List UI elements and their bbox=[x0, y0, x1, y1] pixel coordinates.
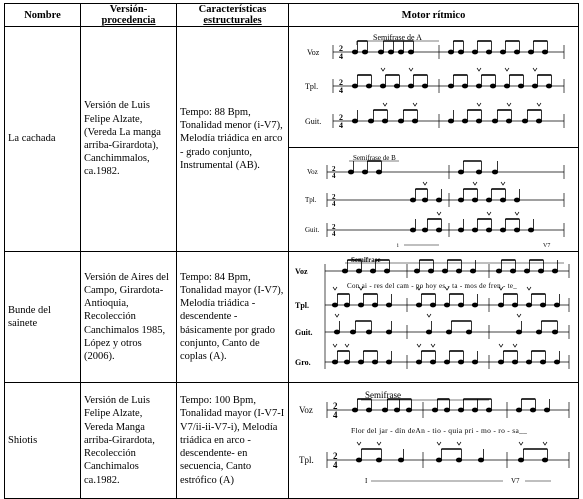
phrase-label: Semifrase bbox=[351, 256, 381, 264]
time-sig-top: 2 bbox=[333, 451, 338, 461]
accent-mark bbox=[477, 68, 481, 71]
accent-mark bbox=[513, 344, 517, 347]
accent-mark bbox=[377, 442, 381, 445]
note-head bbox=[490, 84, 495, 88]
accent-mark bbox=[499, 344, 503, 347]
note-head bbox=[486, 408, 491, 412]
note-head bbox=[356, 269, 361, 273]
time-sig-bottom: 4 bbox=[333, 410, 338, 420]
note-head bbox=[546, 84, 551, 88]
time-sig-bottom: 4 bbox=[339, 86, 343, 95]
note-head bbox=[444, 408, 449, 412]
lyrics: Con ai - res del cam - po hoy es - ta - mos de fren - te_ bbox=[347, 282, 518, 290]
note-head bbox=[518, 458, 523, 462]
note-head bbox=[410, 228, 415, 232]
row-motor-ritmico bbox=[289, 252, 579, 383]
staff-label: Guit. bbox=[295, 328, 313, 337]
note-head bbox=[386, 330, 391, 334]
accent-mark bbox=[515, 212, 519, 215]
note-head bbox=[352, 84, 357, 88]
note-head bbox=[458, 228, 463, 232]
note-head bbox=[416, 303, 421, 307]
note-head bbox=[458, 360, 463, 364]
accent-mark bbox=[383, 103, 387, 106]
note-head bbox=[540, 303, 545, 307]
note-head bbox=[542, 50, 547, 54]
note-head bbox=[456, 458, 461, 462]
note-head bbox=[408, 84, 413, 88]
time-sig-bottom: 4 bbox=[332, 230, 336, 238]
note-head bbox=[552, 269, 557, 273]
time-sig-top: 2 bbox=[332, 165, 336, 173]
note-head bbox=[428, 269, 433, 273]
note-head bbox=[476, 170, 481, 174]
time-sig-bottom: 4 bbox=[332, 200, 336, 208]
note-head bbox=[496, 269, 501, 273]
header-motor: Motor rítmico bbox=[289, 4, 579, 27]
note-head bbox=[544, 408, 549, 412]
note-head bbox=[500, 228, 505, 232]
accent-mark bbox=[345, 344, 349, 347]
note-head bbox=[408, 50, 413, 54]
staff-label: Voz bbox=[295, 267, 308, 276]
row-nombre: La cachada bbox=[5, 27, 81, 252]
accent-mark bbox=[413, 103, 417, 106]
note-head bbox=[510, 269, 515, 273]
note-head bbox=[554, 360, 559, 364]
note-head bbox=[436, 458, 441, 462]
note-head bbox=[512, 303, 517, 307]
note-head bbox=[448, 119, 453, 123]
header-version bbox=[81, 4, 177, 27]
note-head bbox=[352, 50, 357, 54]
time-sig-top: 2 bbox=[339, 44, 343, 53]
note-head bbox=[516, 330, 521, 334]
header-caracteristicas bbox=[177, 4, 289, 27]
accent-mark bbox=[473, 182, 477, 185]
note-head bbox=[358, 303, 363, 307]
note-head bbox=[458, 170, 463, 174]
row-caracteristicas: Tempo: 84 Bpm, Tonalidad mayor (I-V7), Melodía triádica - descendente - básicamente por grado conjunto, Canto de coplas (A). bbox=[177, 252, 289, 383]
accent-mark bbox=[537, 103, 541, 106]
accent-mark bbox=[519, 442, 523, 445]
accent-mark bbox=[333, 287, 337, 290]
table-row bbox=[5, 383, 579, 499]
note-head bbox=[372, 360, 377, 364]
accent-mark bbox=[423, 182, 427, 185]
note-head bbox=[514, 198, 519, 202]
score-svg-b bbox=[289, 148, 579, 251]
note-head bbox=[436, 198, 441, 202]
staff-label: Voz bbox=[299, 405, 313, 415]
note-head bbox=[410, 198, 415, 202]
note-head bbox=[386, 303, 391, 307]
note-head bbox=[524, 269, 529, 273]
staff-label: Tpl. bbox=[295, 301, 310, 310]
note-head bbox=[406, 408, 411, 412]
note-head bbox=[500, 50, 505, 54]
note-head bbox=[472, 198, 477, 202]
note-head bbox=[472, 50, 477, 54]
note-head bbox=[458, 50, 463, 54]
lyrics: Flor del jar - dín deAn - tio - quia pri - mo - ro - sa__ bbox=[351, 426, 528, 435]
accent-mark bbox=[333, 344, 337, 347]
note-head bbox=[384, 269, 389, 273]
phrase-label: Semifrase de A bbox=[373, 33, 422, 42]
header-version-line1: Versión- bbox=[109, 4, 148, 15]
staff-label: Tpl. bbox=[305, 196, 317, 204]
note-head bbox=[466, 330, 471, 334]
staff-label: Tpl. bbox=[305, 82, 319, 91]
harmony-label: I bbox=[365, 477, 368, 485]
staff-label: Voz bbox=[307, 168, 318, 176]
row-version: Versión de Aires del Campo, Girardota-Antioquia, Recolección Canchimalos 1985, López y otros (2006). bbox=[81, 252, 177, 383]
note-head bbox=[530, 408, 535, 412]
row-caracteristicas: Tempo: 88 Bpm, Tonalidad menor (i-V7), Melodía triádica en arco - grado conjunto, Instrumental (AB). bbox=[177, 27, 289, 252]
staff-label: Guit. bbox=[305, 226, 320, 234]
note-head bbox=[332, 303, 337, 307]
time-sig-bottom: 4 bbox=[339, 52, 343, 61]
row-motor-ritmico bbox=[289, 27, 579, 252]
note-head bbox=[430, 303, 435, 307]
note-head bbox=[358, 360, 363, 364]
row-nombre: Bunde del sainete bbox=[5, 252, 81, 383]
note-head bbox=[512, 360, 517, 364]
note-head bbox=[476, 84, 481, 88]
note-head bbox=[486, 198, 491, 202]
note-head bbox=[458, 198, 463, 202]
note-head bbox=[386, 360, 391, 364]
note-head bbox=[398, 119, 403, 123]
accent-mark bbox=[427, 314, 431, 317]
time-sig-top: 2 bbox=[339, 113, 343, 122]
note-head bbox=[462, 119, 467, 123]
note-head bbox=[486, 228, 491, 232]
harmony-label: V7 bbox=[543, 243, 551, 249]
note-head bbox=[446, 330, 451, 334]
row-motor-ritmico bbox=[289, 383, 579, 499]
note-head bbox=[344, 360, 349, 364]
note-head bbox=[436, 228, 441, 232]
accent-mark bbox=[527, 287, 531, 290]
note-head bbox=[516, 408, 521, 412]
staff-label: Tpl. bbox=[299, 455, 314, 465]
note-head bbox=[506, 119, 511, 123]
note-head bbox=[394, 84, 399, 88]
accent-mark bbox=[477, 103, 481, 106]
accent-mark bbox=[505, 68, 509, 71]
note-head bbox=[332, 360, 337, 364]
note-head bbox=[518, 84, 523, 88]
table-row bbox=[5, 252, 579, 383]
score-svg-a bbox=[289, 27, 579, 147]
time-sig-top: 2 bbox=[332, 193, 336, 201]
accent-mark bbox=[335, 314, 339, 317]
note-head bbox=[422, 84, 427, 88]
note-head bbox=[398, 458, 403, 462]
row-nombre: Shiotis bbox=[5, 383, 81, 499]
note-head bbox=[350, 330, 355, 334]
note-head bbox=[414, 269, 419, 273]
note-head bbox=[426, 330, 431, 334]
note-head bbox=[352, 119, 357, 123]
note-head bbox=[362, 50, 367, 54]
note-head bbox=[492, 170, 497, 174]
note-head bbox=[376, 458, 381, 462]
accent-mark bbox=[507, 103, 511, 106]
time-sig-top: 2 bbox=[332, 223, 336, 231]
accent-mark bbox=[381, 68, 385, 71]
phrase-label: Semifrase de B bbox=[353, 154, 396, 162]
note-head bbox=[380, 84, 385, 88]
note-head bbox=[504, 84, 509, 88]
note-head bbox=[372, 303, 377, 307]
note-head bbox=[382, 119, 387, 123]
time-sig-bottom: 4 bbox=[333, 460, 338, 470]
note-head bbox=[522, 119, 527, 123]
note-head bbox=[444, 303, 449, 307]
note-head bbox=[444, 360, 449, 364]
note-head bbox=[378, 50, 383, 54]
accent-mark bbox=[431, 344, 435, 347]
note-head bbox=[514, 228, 519, 232]
note-head bbox=[554, 303, 559, 307]
note-head bbox=[368, 119, 373, 123]
time-sig-top: 2 bbox=[333, 401, 338, 411]
score-la-cachada-b bbox=[289, 147, 578, 251]
note-head bbox=[398, 50, 403, 54]
note-head bbox=[342, 269, 347, 273]
note-head bbox=[366, 330, 371, 334]
score-svg-bunde bbox=[289, 252, 579, 382]
note-head bbox=[366, 408, 371, 412]
accent-mark bbox=[487, 212, 491, 215]
note-head bbox=[382, 408, 387, 412]
note-head bbox=[528, 228, 533, 232]
note-head bbox=[486, 50, 491, 54]
note-head bbox=[432, 408, 437, 412]
row-caracteristicas: Tempo: 100 Bpm, Tonalidad mayor (I-V7-I V7/ii-ii-V7-i), Melodía triádica en arco - descendente- en secuencia, Canto estrófico (A) bbox=[177, 383, 289, 499]
note-head bbox=[472, 228, 477, 232]
accent-mark bbox=[357, 442, 361, 445]
accent-mark bbox=[437, 212, 441, 215]
accent-mark bbox=[543, 442, 547, 445]
header-caract-line2: estructurales bbox=[203, 15, 262, 26]
note-head bbox=[470, 269, 475, 273]
note-head bbox=[540, 360, 545, 364]
rhythm-table bbox=[4, 3, 579, 499]
harmony-label: V7 bbox=[511, 477, 520, 485]
note-head bbox=[472, 408, 477, 412]
note-head bbox=[348, 170, 353, 174]
note-head bbox=[356, 458, 361, 462]
note-head bbox=[422, 228, 427, 232]
note-head bbox=[532, 84, 537, 88]
table-row bbox=[5, 27, 579, 252]
note-head bbox=[430, 360, 435, 364]
accent-mark bbox=[457, 442, 461, 445]
accent-mark bbox=[533, 68, 537, 71]
note-head bbox=[422, 198, 427, 202]
note-head bbox=[344, 303, 349, 307]
time-sig-top: 2 bbox=[339, 78, 343, 87]
note-head bbox=[442, 269, 447, 273]
time-sig-bottom: 4 bbox=[339, 121, 343, 130]
note-head bbox=[498, 303, 503, 307]
note-head bbox=[536, 330, 541, 334]
note-head bbox=[458, 408, 463, 412]
header-row bbox=[5, 4, 579, 27]
phrase-label: Semifrase bbox=[365, 390, 401, 400]
note-head bbox=[500, 198, 505, 202]
note-head bbox=[448, 50, 453, 54]
accent-mark bbox=[417, 344, 421, 347]
note-head bbox=[416, 360, 421, 364]
note-head bbox=[536, 119, 541, 123]
row-version: Versión de Luis Felipe Alzate, Vereda Manga arriba-Girardota, Recolección Canchimalos ca.1982. bbox=[81, 383, 177, 499]
row-version: Versión de Luis Felipe Alzate, (Vereda La manga arriba-Girardota), Canchimmalos, ca.1982. bbox=[81, 27, 177, 252]
note-head bbox=[472, 303, 477, 307]
note-head bbox=[526, 360, 531, 364]
note-head bbox=[388, 50, 393, 54]
staff-label: Gro. bbox=[295, 358, 311, 367]
note-head bbox=[538, 269, 543, 273]
note-head bbox=[528, 50, 533, 54]
document-table bbox=[4, 3, 578, 496]
note-head bbox=[526, 303, 531, 307]
note-head bbox=[352, 408, 357, 412]
accent-mark bbox=[501, 182, 505, 185]
note-head bbox=[542, 458, 547, 462]
note-head bbox=[476, 119, 481, 123]
note-head bbox=[362, 170, 367, 174]
harmony-label: i bbox=[397, 243, 399, 249]
note-head bbox=[394, 408, 399, 412]
staff-label: Guit. bbox=[305, 117, 322, 126]
header-caract-line1: Características bbox=[198, 4, 267, 15]
note-head bbox=[370, 269, 375, 273]
header-nombre: Nombre bbox=[5, 4, 81, 27]
note-head bbox=[412, 119, 417, 123]
score-svg-shiotis bbox=[289, 383, 579, 498]
note-head bbox=[472, 360, 477, 364]
note-head bbox=[456, 269, 461, 273]
accent-mark bbox=[437, 442, 441, 445]
note-head bbox=[448, 84, 453, 88]
note-head bbox=[478, 458, 483, 462]
note-head bbox=[514, 50, 519, 54]
accent-mark bbox=[409, 68, 413, 71]
score-la-cachada-a bbox=[289, 27, 578, 147]
note-head bbox=[334, 330, 339, 334]
header-version-line2: procedencia bbox=[101, 15, 156, 26]
note-head bbox=[458, 303, 463, 307]
time-sig-bottom: 4 bbox=[332, 172, 336, 180]
note-head bbox=[498, 360, 503, 364]
note-head bbox=[376, 170, 381, 174]
note-head bbox=[552, 330, 557, 334]
accent-mark bbox=[517, 314, 521, 317]
note-head bbox=[492, 119, 497, 123]
note-head bbox=[366, 84, 371, 88]
staff-label: Voz bbox=[307, 48, 320, 57]
note-head bbox=[462, 84, 467, 88]
